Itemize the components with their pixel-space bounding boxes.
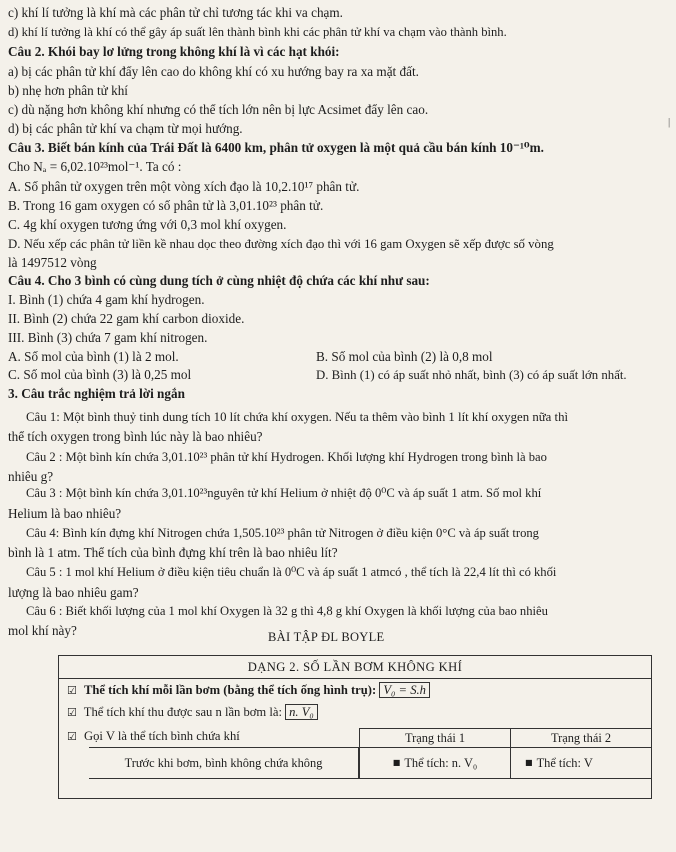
q3-option-a: A. Số phân tử oxygen trên một vòng xích đạo là 10,2.10¹⁷ phân tử. (8, 179, 360, 194)
q3-option-d: D. Nếu xếp các phân tử liền kề nhau dọc theo đường xích đạo thì với 16 gam Oxygen sẽ xếp được số vòng (8, 237, 554, 251)
q4-stem: Câu 4. Cho 3 bình có cùng dung tích ở cùng nhiệt độ chứa các khí như sau: (8, 273, 430, 288)
box-row-1 (67, 682, 430, 699)
q2-option-b: b) nhẹ hơn phân tử khí (8, 83, 128, 98)
checkbox-icon: ☑ (67, 706, 77, 719)
q4-option-d: D. Bình (1) có áp suất nhỏ nhất, bình (3) có áp suất lớn nhất. (316, 368, 627, 382)
q3-option-d-cont: là 1497512 vòng (8, 255, 97, 270)
checkbox-icon: ☑ (67, 684, 77, 697)
q3-avogadro: Cho Nₐ = 6,02.10²³mol⁻¹. Ta có : (8, 159, 182, 174)
q1-option-d: d) khí lí tưởng là khí có thể gây áp suất lên thành bình khi các phân tử khí va chạm vào thành bình. (8, 25, 507, 39)
q4-item-1: I. Bình (1) chứa 4 gam khí hydrogen. (8, 292, 205, 307)
state-1-header: Trạng thái 1 (359, 728, 511, 747)
pump-info-box (58, 655, 652, 799)
bullet-icon: ■ (392, 758, 401, 767)
state-1-volume (359, 747, 511, 779)
section-title: BÀI TẬP ĐL BOYLE (268, 630, 385, 644)
q4-option-b: B. Số mol của bình (2) là 0,8 mol (316, 349, 493, 364)
bullet-icon: ■ (525, 758, 533, 767)
q3-option-b: B. Trong 16 gam oxygen có số phân tử là 3,01.10²³ phân tử. (8, 198, 324, 213)
box-row-3-text: Gọi V là thể tích bình chứa khí (84, 729, 240, 743)
q3-option-c: C. 4g khí oxygen tương ứng với 0,3 mol khí oxygen. (8, 217, 287, 232)
q3-stem: Câu 3. Biết bán kính của Trái Đất là 6400 km, phân tử oxygen là một quả cầu bán kính 10⁻¹⁰m. (8, 140, 544, 155)
state-2-volume-text: Thể tích: V (536, 756, 593, 770)
sa-q3-line1: Câu 3 : Một bình kín chứa 3,01.10²³nguyên tử khí Helium ở nhiệt độ 0⁰C và áp suất 1 atm. Số mol khí (26, 486, 542, 500)
q2-stem: Câu 2. Khói bay lơ lửng trong không khí là vì các hạt khói: (8, 44, 340, 59)
sa-q2-line2: nhiêu g? (8, 469, 54, 484)
sa-q1-line2: thể tích oxygen trong bình lúc này là bao nhiêu? (8, 429, 263, 444)
q2-option-c: c) dù nặng hơn không khí nhưng có thể tích lớn nên bị lực Acsimet đẩy lên cao. (8, 102, 429, 117)
q4-item-2: II. Bình (2) chứa 22 gam khí carbon dioxide. (8, 311, 245, 326)
box-row-1-text: Thể tích khí mỗi lần bơm (bằng thể tích ống hình trụ): (84, 683, 377, 697)
box-row-1-formula: V₀ = S.h (379, 682, 430, 698)
q1-option-c: c) khí lí tưởng là khí mà các phân tử chỉ tương tác khi va chạm. (8, 5, 343, 20)
q4-item-3: III. Bình (3) chứa 7 gam khí nitrogen. (8, 330, 208, 345)
q4-option-a: A. Số mol của bình (1) là 2 mol. (8, 349, 179, 364)
state-2-header: Trạng thái 2 (510, 728, 652, 747)
sa-q5-line1: Câu 5 : 1 mol khí Helium ở điều kiện tiêu chuẩn là 0⁰C và áp suất 1 atmcó , thể tích là 22,4 lít thì có khối (26, 565, 557, 579)
state-2-volume (510, 747, 652, 779)
sa-q5-line2: lượng là bao nhiêu gam? (8, 585, 139, 600)
q2-option-a: a) bị các phân tử khí đẩy lên cao do không khí có xu hướng bay ra xa mặt đất. (8, 64, 419, 79)
sa-q4-line2: bình là 1 atm. Thể tích của bình đựng khí trên là bao nhiêu lít? (8, 545, 338, 560)
sa-q6-line2: mol khí này? (8, 623, 77, 638)
edge-mark: | (668, 116, 671, 128)
box-title: DẠNG 2. SỐ LẦN BƠM KHÔNG KHÍ (59, 656, 651, 679)
sa-q1-line1: Câu 1: Một bình thuỷ tinh dung tích 10 lít chứa khí oxygen. Nếu ta thêm vào bình 1 lít khí oxygen nữa thì (26, 410, 569, 424)
checkbox-icon: ☑ (67, 730, 77, 743)
section-3-heading: 3. Câu trắc nghiệm trả lời ngắn (8, 386, 185, 401)
sa-q2-line1: Câu 2 : Một bình kín chứa 3,01.10²³ phân tử khí Hydrogen. Khối lượng khí Hydrogen trong bình là bao (26, 450, 547, 464)
before-pump-label: Trước khi bơm, bình không chứa không (89, 747, 359, 779)
q2-option-d: d) bị các phân tử khí va chạm từ mọi hướng. (8, 121, 243, 136)
sa-q6-line1: Câu 6 : Biết khối lượng của 1 mol khí Oxygen là 32 g thì 4,8 g khí Oxygen là khối lượng của bao nhiêu (26, 604, 548, 618)
box-row-3 (67, 728, 240, 745)
q4-option-c: C. Số mol của bình (3) là 0,25 mol (8, 367, 192, 382)
sa-q3-line2: Helium là bao nhiêu? (8, 506, 122, 521)
state-1-volume-text: Thể tích: n. V₀ (404, 756, 478, 770)
sa-q4-line1: Câu 4: Bình kín đựng khí Nitrogen chứa 1,505.10²³ phân tử Nitrogen ở điều kiện 0°C và áp suất trong (26, 526, 539, 540)
box-row-2-formula: n. V₀ (285, 704, 318, 720)
box-row-2 (67, 704, 318, 721)
box-row-2-text: Thể tích khí thu được sau n lần bơm là: (83, 705, 282, 719)
